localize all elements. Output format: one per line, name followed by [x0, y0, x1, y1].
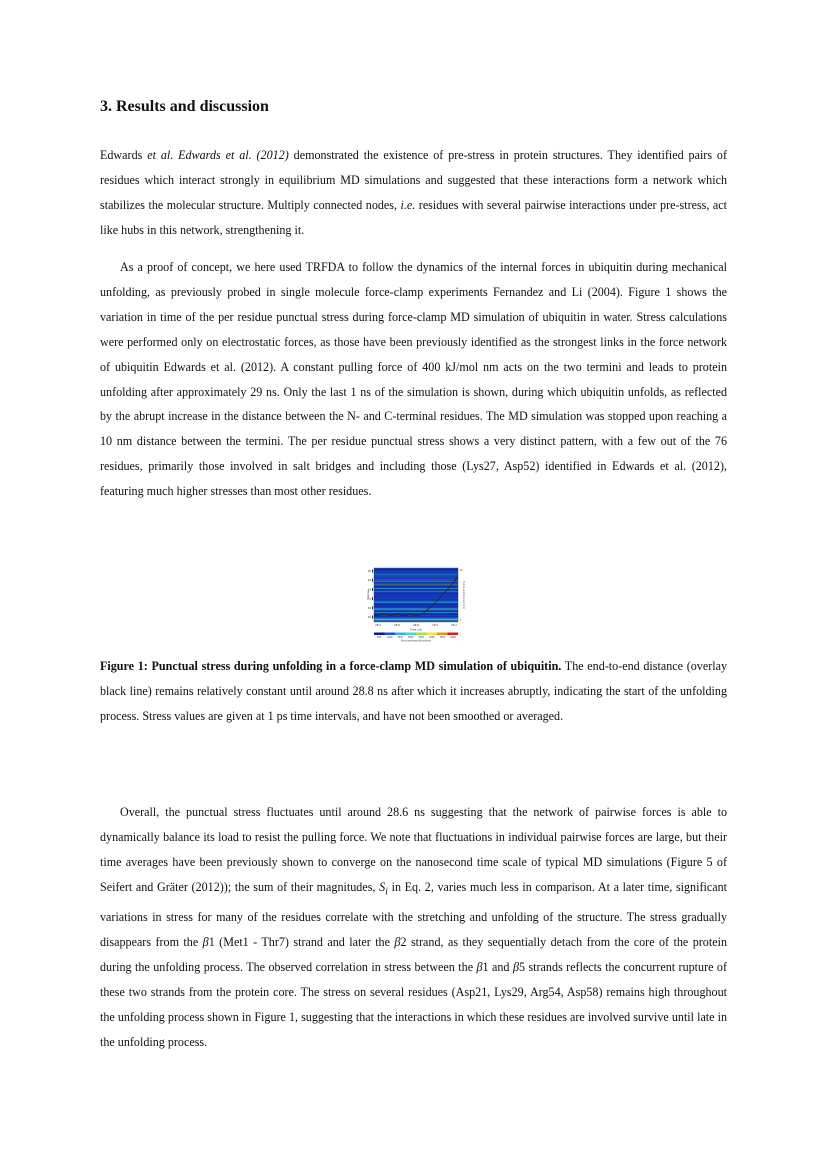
colorbar-tick: 2500: [418, 636, 425, 639]
colorbar-segment: [416, 633, 427, 636]
structure-label: β4: [367, 579, 371, 583]
colorbar-segment: [374, 633, 385, 636]
stress-heatmap-figure: [358, 563, 470, 643]
caption-bold: Figure 1: Punctual stress during unfolding in a force-clamp MD simulation of ubiquitin.: [100, 659, 562, 673]
colorbar-label: Punctual stress (kJ/mol/nm): [401, 639, 431, 643]
paragraph-2: As a proof of concept, we here used TRFDA to follow the dynamics of the internal forces in ubiquitin during mechanical unfolding, as previously probed in single molecule force-clamp experiments Fernandez and Li (2004). Figure 1 shows the variation in time of the per residue punctual stress during force-clamp MD simulation of ubiquitin in water. Stress calculations were performed only on electrostatic forces, as those have been previously identified as the strongest links in the force network of ubiquitin Edwards et al. (2012). A constant pulling force of 400 kJ/mol nm acts on the two termini and leads to protein unfolding after approximately 29 ns. Only the last 1 ns of the simulation is shown, during which ubiquitin unfolds, as reflected by the abrupt increase in the distance between the N- and C-terminal residues. The MD simulation was stopped upon reaching a 10 nm distance between the termini. The per residue punctual stress shows a very distinct pattern, with a few out of the 76 residues, primarily those involved in salt bridges and including those (Lys27, Asp52) identified in Edwards et al. (2012), featuring much higher stresses than most other residues.: [100, 260, 727, 499]
heatmap-row: [374, 594, 458, 595]
heatmap-row: [374, 611, 458, 612]
heatmap-row: [374, 589, 458, 590]
heatmap-row: [374, 602, 458, 603]
text-run: 1 (Met1 - Thr7) strand and later the: [208, 934, 395, 949]
heatmap-row: [374, 569, 458, 570]
caption-text: The end-to-end distance (overlay black line) remains relatively constant until around 28.8 ns after which it increases abruptly, indicating the start of the unfolding process. Stress values are given at 1 ps time intervals, and have not been smoothed or averaged.: [100, 659, 727, 723]
right-tick-bottom: 2: [459, 619, 462, 622]
colorbar-segment: [437, 633, 448, 636]
heatmap-row: [374, 601, 458, 602]
math-beta: β: [476, 959, 483, 974]
heatmap-row: [374, 598, 458, 599]
structure-marker: [372, 606, 373, 609]
heatmap-row: [374, 588, 458, 589]
heatmap-row: [374, 582, 458, 583]
heatmap-row: [374, 581, 458, 582]
structure-label: α: [369, 597, 371, 601]
x-tick-label: 28.8: [413, 624, 419, 627]
colorbar-tick: 500: [376, 636, 382, 639]
paragraph-1: [100, 143, 727, 243]
heatmap-row: [374, 613, 458, 614]
heatmap-row: [374, 574, 458, 575]
structure-marker: [372, 570, 373, 573]
text-run: 5 strands reflects the concurrent rupture of these two strands from the protein core. The stress on several residues (Asp21, Lys29, Arg54, Asp58) remains high throughout the unfolding process shown in Figure 1, suggesting that the interactions in which these residues are involved survive until late in the unfolding process.: [100, 959, 727, 1049]
text-run: 1 and: [482, 959, 513, 974]
heatmap-row: [374, 599, 458, 600]
x-axis-label: Time (ns): [409, 628, 423, 632]
heatmap-row: [374, 621, 458, 622]
right-axis-label: End-to-end distance (nm): [462, 581, 465, 609]
right-tick-top: 10: [459, 569, 463, 572]
structure-label: β3: [367, 588, 371, 592]
figure-1: [358, 563, 470, 643]
paragraph-3: [100, 800, 727, 1054]
heatmap-row: [374, 596, 458, 597]
heatmap-row: [374, 579, 458, 580]
colorbar-segment: [395, 633, 406, 636]
structure-marker: [372, 616, 373, 619]
heatmap-row: [374, 577, 458, 578]
colorbar-tick: 4000: [450, 636, 456, 639]
colorbar-tick: 3500: [439, 636, 446, 639]
colorbar-tick: 2000: [407, 636, 414, 639]
text-run: residues with several pairwise interactions under pre-stress, act like hubs in this network, strengthening it.: [100, 197, 728, 237]
math-beta: β: [512, 959, 519, 974]
section-title: 3. Results and discussion: [100, 98, 269, 115]
x-tick-label: 28.6: [394, 624, 400, 627]
structure-label: β5: [367, 570, 371, 573]
colorbar-tick: 1000: [386, 636, 393, 639]
heatmap-row: [374, 606, 458, 607]
heatmap-row: [374, 604, 458, 605]
heatmap-row: [374, 612, 458, 613]
heatmap-row: [374, 605, 458, 606]
math-beta: β: [394, 934, 401, 949]
text-run: Edwards: [100, 148, 148, 162]
x-tick-label: 29.0: [432, 624, 438, 627]
colorbar-tick: 1500: [397, 636, 403, 639]
heatmap-row: [374, 585, 458, 586]
colorbar-segment: [406, 633, 417, 636]
y-axis-label: Residue: [367, 590, 370, 600]
figure-caption: [100, 654, 727, 729]
heatmap-row: [374, 619, 458, 620]
math-sub-i: i: [385, 886, 388, 898]
text-run: demonstrated the existence of pre-stress in protein structures. They identified pairs of residues which interact strongly in equilibrium MD simulations and suggested that these interactions form a network which stabilizes the molecular structure. Multiply connected nodes,: [100, 148, 727, 212]
citation-italic: et al. Edwards et al. (2012): [147, 148, 289, 162]
heatmap-row: [374, 575, 458, 576]
heatmap-row: [374, 608, 458, 609]
heatmap-row: [374, 571, 458, 572]
structure-label: β2: [367, 606, 371, 610]
colorbar-segment: [385, 633, 396, 636]
math-s: S: [379, 879, 386, 894]
structure-label: β1: [367, 616, 371, 619]
colorbar-tick: 3000: [429, 636, 435, 639]
heatmap-row: [374, 592, 458, 593]
heatmap-row: [374, 618, 458, 619]
colorbar: [374, 633, 458, 636]
text-run: in Eq. 2, varies much less in comparison. At a later time, significant variations in stress for many of the residues correlate with the stretching and unfolding of the structure. The stress gradually disappears from the: [100, 879, 727, 949]
structure-marker: [372, 579, 373, 582]
heatmap-row: [374, 584, 458, 585]
heatmap-row: [374, 578, 458, 579]
heatmap-row: [374, 609, 458, 610]
heatmap: [374, 568, 458, 622]
colorbar-segment: [448, 633, 459, 636]
heatmap-row: [374, 595, 458, 596]
structure-marker: [372, 588, 373, 591]
heatmap-row: [374, 616, 458, 617]
text-run: 2 strand, as they sequentially detach from the core of the protein during the unfolding process. The observed correlation in stress between the: [100, 934, 727, 974]
heatmap-row: [374, 586, 458, 587]
ie-italic: i.e.: [400, 197, 416, 212]
colorbar-segment: [427, 633, 438, 636]
x-tick-label: 29.2: [451, 624, 457, 627]
x-tick-label: 28.4: [375, 624, 381, 627]
text-run: Overall, the punctual stress fluctuates until around 28.6 ns suggesting that the network of pairwise forces is able to dynamically balance its load to resist the pulling force. We note that fluctuations in individual pairwise forces are large, but their time averages have been previously shown to converge on the nanosecond time scale of typical MD simulations (Figure 5 of Seifert and Gräter (2012)); the sum of their magnitudes,: [100, 805, 727, 894]
math-beta: β: [202, 934, 209, 949]
structure-marker: [372, 597, 373, 600]
x-tick-labels: [375, 623, 457, 627]
heatmap-row: [374, 572, 458, 573]
